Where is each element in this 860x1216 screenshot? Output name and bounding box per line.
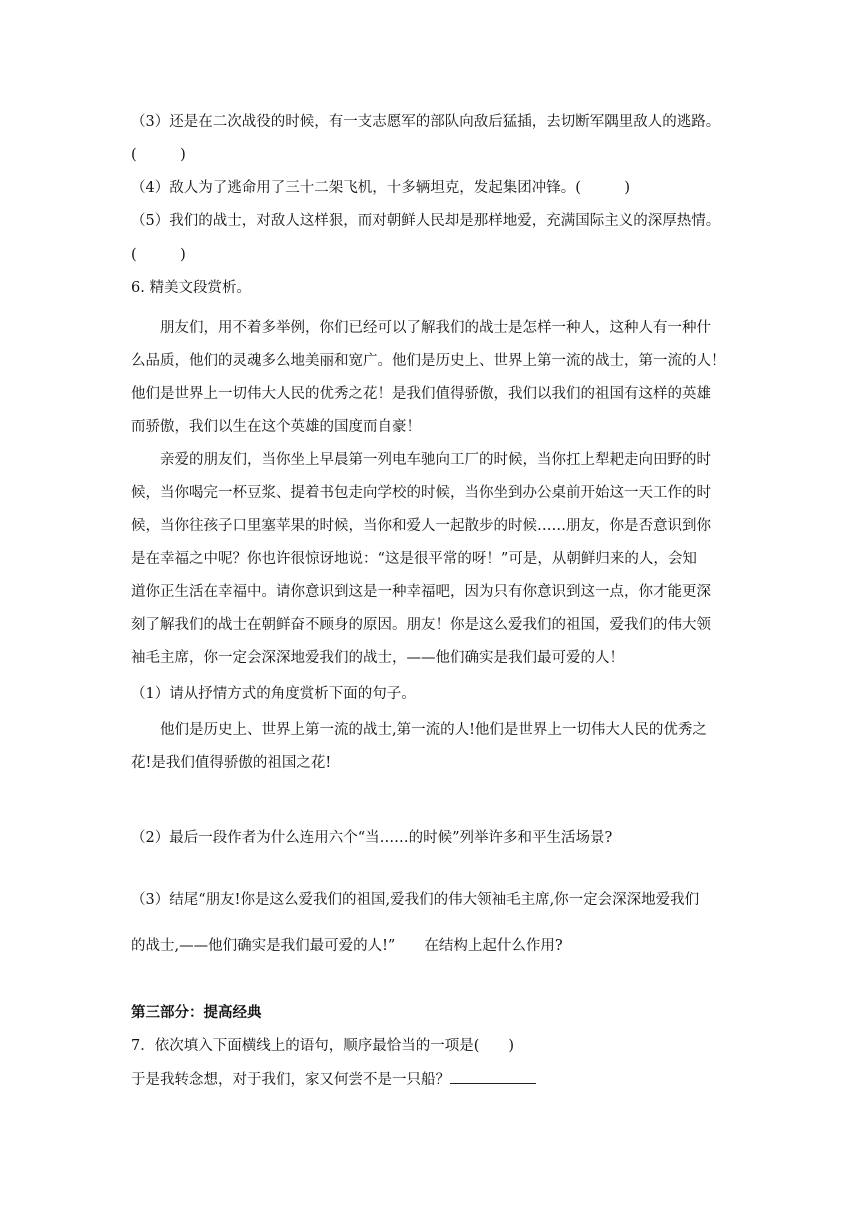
- passage-p2-line2: 候，当你喝完一杯豆浆、提着书包走向学校的时候，当你坐到办公桌前开始这一天工作的时: [131, 485, 711, 501]
- passage-p2-line6: 刻了解我们的战士在朝鲜奋不顾身的原因。朋友！你是这么爱我们的祖国，爱我们的伟大领: [131, 617, 711, 633]
- passage-p2-line3: 候，当你往孩子口里塞苹果的时候，当你和爱人一起散步的时候……朋友，你是否意识到你: [131, 518, 711, 534]
- sub-question-3-line2: 的战士,——他们确实是我们最可爱的人!” 在结构上起什么作用?: [131, 938, 563, 954]
- question-5-line1: （5）我们的战士，对敌人这样狠，而对朝鲜人民却是那样地爱，充满国际主义的深厚热情。: [131, 213, 721, 229]
- passage-p2-line5: 道你正生活在幸福中。请你意识到这是一种幸福吧，因为只有你意识到这一点，你才能更深: [131, 584, 711, 600]
- passage-p2-line7: 袖毛主席，你一定会深深地爱我们的战士，——他们确实是我们最可爱的人！: [131, 650, 624, 666]
- question-7-sentence: [131, 1069, 536, 1090]
- question-7-line: 7．依次填入下面横线上的语句，顺序最恰当的一项是( ): [131, 1038, 515, 1054]
- question-7-sentence-text: 于是我转念想，对于我们，家又何尝不是一只船？: [131, 1072, 450, 1088]
- sub-question-3-line1: （3）结尾“朋友!你是这么爱我们的祖国,爱我们的伟大领袖毛主席,你一定会深深地爱我们: [131, 892, 700, 908]
- answer-blank[interactable]: [450, 1069, 536, 1084]
- sub-question-1-title: （1）请从抒情方式的角度赏析下面的句子。: [131, 686, 416, 702]
- question-3-line1: （3）还是在二次战役的时候，有一支志愿军的部队向敌后猛插，去切断军隅里敌人的逃路。: [131, 114, 721, 130]
- question-5-answer-paren: ( ): [131, 247, 186, 263]
- sub-question-1-quote-line1: 他们是历史上、世界上第一流的战士,第一流的人!他们是世界上一切伟大人民的优秀之: [160, 722, 707, 738]
- section-6-title: 6. 精美文段赏析。: [131, 280, 251, 296]
- passage-p1-line2: 么品质，他们的灵魂多么地美丽和宽广。他们是历史上、世界上第一流的战士，第一流的人！: [131, 353, 726, 369]
- question-3-answer-paren: ( ): [131, 147, 186, 163]
- passage-p2-line4: 是在幸福之中呢？你也许很惊讶地说：“这是很平常的呀！”可是，从朝鲜归来的人，会知: [131, 551, 697, 567]
- passage-p2-line1: 亲爱的朋友们，当你坐上早晨第一列电车驰向工厂的时候，当你扛上犁耙走向田野的时: [160, 452, 711, 468]
- part-3-title: 第三部分：提高经典: [131, 1005, 262, 1021]
- question-4-line: （4）敌人为了逃命用了三十二架飞机，十多辆坦克，发起集团冲锋。( ): [131, 180, 631, 196]
- passage-p1-line1: 朋友们，用不着多举例，你们已经可以了解我们的战士是怎样一种人，这种人有一种什: [160, 320, 711, 336]
- sub-question-1-quote-line2: 花!是我们值得骄傲的祖国之花!: [131, 755, 332, 771]
- passage-p1-line3: 他们是世界上一切伟大人民的优秀之花！是我们值得骄傲，我们以我们的祖国有这样的英雄: [131, 386, 711, 402]
- passage-p1-line4: 而骄傲，我们以生在这个英雄的国度而自豪！: [131, 419, 421, 435]
- sub-question-2-title: （2）最后一段作者为什么连用六个“当……的时候”列举许多和平生活场景?: [131, 830, 613, 846]
